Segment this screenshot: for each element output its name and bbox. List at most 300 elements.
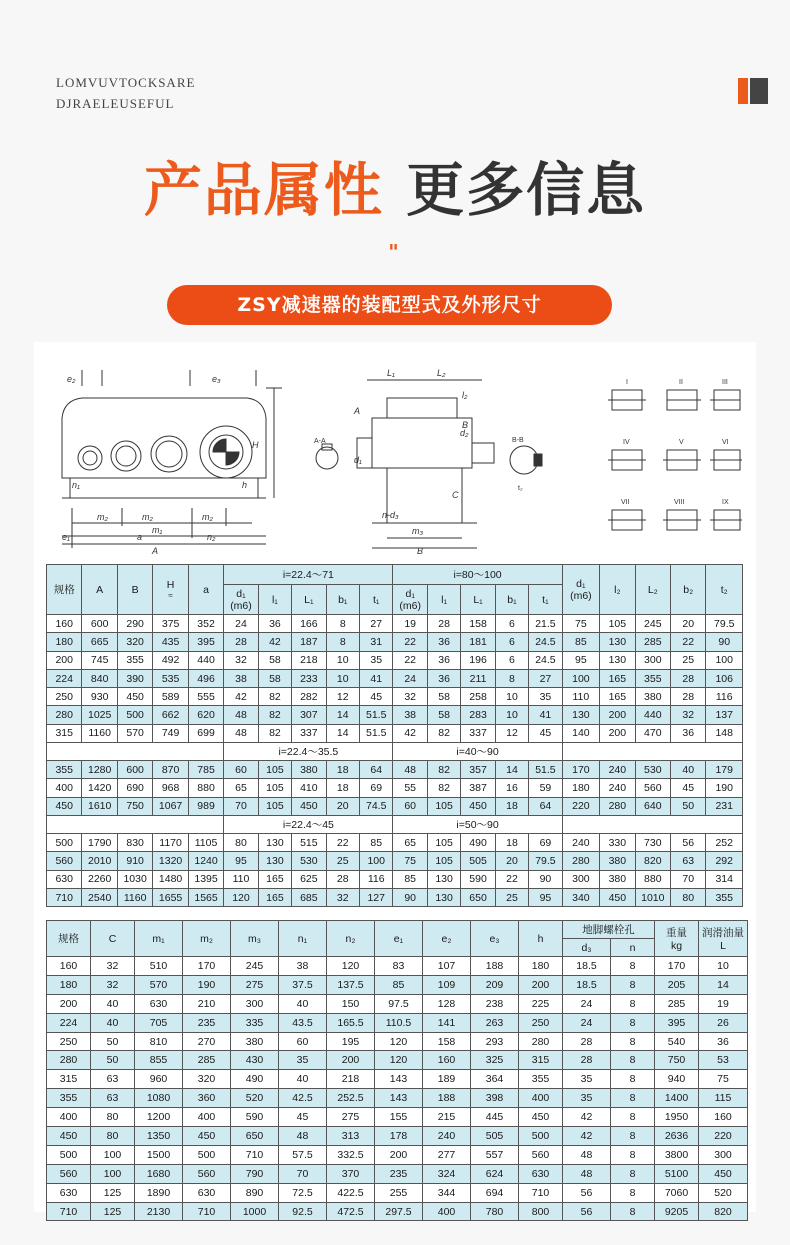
table-cell: 170 [183, 957, 231, 976]
table-cell: 590 [231, 1108, 279, 1127]
table-cell: 699 [188, 724, 223, 742]
table-cell: 450 [47, 1127, 91, 1146]
table-cell: 8 [611, 994, 655, 1013]
table-cell: 665 [82, 633, 117, 651]
table-cell: 107 [423, 957, 471, 976]
table-cell: 5100 [655, 1164, 699, 1183]
table-cell: 330 [600, 833, 635, 851]
table-cell: 187 [292, 633, 326, 651]
table-cell: 31 [359, 633, 392, 651]
table-cell: 8 [611, 1070, 655, 1089]
table-cell: 200 [600, 724, 635, 742]
table-cell: 780 [471, 1202, 519, 1221]
table-cell: 106 [706, 669, 743, 687]
table-cell: 624 [471, 1164, 519, 1183]
table-cell: 500 [117, 706, 152, 724]
table-cell: 28 [563, 1051, 611, 1070]
table-cell: 662 [153, 706, 188, 724]
table-row [47, 706, 743, 724]
table-cell: 32 [91, 957, 135, 976]
table-cell: 48 [563, 1145, 611, 1164]
table-cell: 307 [292, 706, 326, 724]
table-cell: 8 [611, 975, 655, 994]
table-cell: 500 [47, 1145, 91, 1164]
table-cell: 520 [699, 1183, 748, 1202]
table-cell: 140 [562, 724, 599, 742]
table-cell: 355 [117, 651, 152, 669]
table-cell: 8 [611, 1127, 655, 1146]
table-cell: 600 [117, 761, 152, 779]
table-cell: 315 [47, 1070, 91, 1089]
table-cell: 1565 [188, 888, 223, 906]
table-cell: 750 [655, 1051, 699, 1070]
table-cell: 14 [495, 761, 528, 779]
table-cell: 540 [655, 1032, 699, 1051]
th2-m1: m₁ [135, 921, 183, 957]
label-B-letter: B [462, 420, 469, 430]
table-cell: 143 [375, 1089, 423, 1108]
table-cell: 36 [671, 724, 706, 742]
table-cell: 200 [47, 994, 91, 1013]
table-cell: 95 [562, 651, 599, 669]
table-cell: 258 [461, 688, 495, 706]
table-cell: 400 [47, 1108, 91, 1127]
table-cell: 56 [563, 1183, 611, 1202]
table-cell: 38 [393, 706, 427, 724]
table-cell: 20 [326, 797, 359, 815]
table-cell: 8 [495, 669, 528, 687]
table-cell: 800 [519, 1202, 563, 1221]
table-cell: 45 [671, 779, 706, 797]
table-cell: 143 [375, 1070, 423, 1089]
table-cell: 280 [562, 852, 599, 870]
table-cell: 960 [135, 1070, 183, 1089]
table-cell: 450 [600, 888, 635, 906]
table-cell: 364 [471, 1070, 519, 1089]
table-cell: 130 [600, 633, 635, 651]
table-cell: 500 [183, 1145, 231, 1164]
table-cell: 6 [495, 651, 528, 669]
table-cell: 2636 [655, 1127, 699, 1146]
ratio-range-left: i=22.4～45 [224, 815, 393, 833]
table-cell: 640 [635, 797, 670, 815]
table-cell: 63 [91, 1070, 135, 1089]
table-cell: 690 [117, 779, 152, 797]
table-cell: 650 [231, 1127, 279, 1146]
th-L1-b: L₁ [461, 585, 495, 615]
table-cell: 53 [699, 1051, 748, 1070]
table-cell: 120 [224, 888, 258, 906]
table-cell: 292 [706, 852, 743, 870]
table-cell: 48 [279, 1127, 327, 1146]
table-cell: 58 [258, 669, 291, 687]
table-cell: 8 [611, 1051, 655, 1070]
table-cell: 19 [393, 615, 427, 633]
table-cell: 200 [519, 975, 563, 994]
table-cell: 27 [359, 615, 392, 633]
table-cell: 24.5 [529, 651, 562, 669]
table-cell: 710 [183, 1202, 231, 1221]
table-cell: 1950 [655, 1108, 699, 1127]
svg-text:VII: VII [621, 499, 630, 506]
table-cell: 650 [461, 888, 495, 906]
table-cell: 730 [635, 833, 670, 851]
th-L2: L₂ [635, 565, 670, 615]
table-cell: 8 [326, 633, 359, 651]
table-cell: 380 [600, 870, 635, 888]
table-row [47, 833, 743, 851]
table-cell: 160 [47, 957, 91, 976]
label-nd3: n-d₃ [382, 510, 399, 520]
table-cell: 313 [327, 1127, 375, 1146]
table-cell: 280 [47, 1051, 91, 1070]
table-cell: 930 [82, 688, 117, 706]
th2-n1: n₁ [279, 921, 327, 957]
table-cell: 85 [562, 633, 599, 651]
table-row [47, 1013, 748, 1032]
table-cell: 290 [117, 615, 152, 633]
table-cell: 25 [495, 888, 528, 906]
table-cell: 840 [82, 669, 117, 687]
th-t1-b: t₁ [529, 585, 562, 615]
th2-bolt: 地脚螺栓孔 [563, 921, 655, 939]
table-cell: 910 [117, 852, 152, 870]
table-cell: 83 [375, 957, 423, 976]
table-cell: 300 [635, 651, 670, 669]
label-L2: L₂ [437, 368, 446, 378]
table-cell: 85 [375, 975, 423, 994]
table-cell: 24 [224, 615, 258, 633]
table-cell: 130 [427, 888, 460, 906]
table-cell: 555 [188, 688, 223, 706]
table-cell: 989 [188, 797, 223, 815]
table-cell: 42 [563, 1108, 611, 1127]
table-cell: 705 [135, 1013, 183, 1032]
table-cell: 210 [183, 994, 231, 1013]
table-cell: 120 [327, 957, 375, 976]
table-cell: 749 [153, 724, 188, 742]
table-cell: 231 [706, 797, 743, 815]
table-cell: 48 [224, 706, 258, 724]
table-cell: 530 [292, 852, 326, 870]
table-cell: 8 [611, 1164, 655, 1183]
table-cell: 12 [326, 688, 359, 706]
table-cell: 235 [375, 1164, 423, 1183]
table-cell: 745 [82, 651, 117, 669]
table-cell: 300 [699, 1145, 748, 1164]
table-cell: 450 [117, 688, 152, 706]
table-cell: 285 [183, 1051, 231, 1070]
table-cell: 315 [519, 1051, 563, 1070]
table-cell: 218 [292, 651, 326, 669]
ratio-range-right: i=40～90 [393, 743, 562, 761]
table-cell: 830 [117, 833, 152, 851]
table-cell: 90 [393, 888, 427, 906]
table-cell: 3800 [655, 1145, 699, 1164]
label-e2: e₂ [67, 374, 76, 384]
table-cell: 395 [655, 1013, 699, 1032]
table-cell: 40 [91, 1013, 135, 1032]
table-cell: 285 [635, 633, 670, 651]
table-cell: 14 [699, 975, 748, 994]
label-d1: d₁ [354, 455, 362, 465]
technical-drawings [42, 358, 742, 558]
table-cell: 100 [562, 669, 599, 687]
table-row [47, 1164, 748, 1183]
svg-text:IX: IX [722, 499, 729, 506]
table-row [47, 1183, 748, 1202]
table-cell: 1025 [82, 706, 117, 724]
table-cell: 320 [183, 1070, 231, 1089]
table-cell: 510 [135, 957, 183, 976]
table-cell: 10 [326, 651, 359, 669]
th-l1-a: l₁ [258, 585, 291, 615]
th2-weight: 重量 kg [655, 921, 699, 957]
table-cell: 148 [706, 724, 743, 742]
label-A: A [152, 546, 159, 556]
label-B: B [417, 546, 424, 556]
table-cell: 32 [393, 688, 427, 706]
table-cell: 79.5 [706, 615, 743, 633]
table-cell: 137.5 [327, 975, 375, 994]
table-cell: 70 [224, 797, 258, 815]
table-cell: 165 [600, 669, 635, 687]
table-cell: 48 [563, 1164, 611, 1183]
table-cell: 270 [183, 1032, 231, 1051]
table-cell: 28 [563, 1032, 611, 1051]
table-cell: 92.5 [279, 1202, 327, 1221]
table-cell: 180 [47, 975, 91, 994]
svg-text:A-A: A-A [314, 438, 326, 445]
table-row [47, 957, 748, 976]
table-cell: 968 [153, 779, 188, 797]
table-cell: 283 [461, 706, 495, 724]
label-C: C [452, 490, 459, 500]
table-cell: 8 [611, 1108, 655, 1127]
table-cell: 130 [258, 833, 291, 851]
th-d1m6-a: d₁ (m6) [224, 585, 258, 615]
label-H: H [252, 440, 259, 450]
table-cell: 400 [47, 779, 82, 797]
th2-oil: 润滑油量 L [699, 921, 748, 957]
table-cell: 32 [91, 975, 135, 994]
table-row [47, 651, 743, 669]
table-cell: 1240 [188, 852, 223, 870]
label-d2: d₂ [460, 428, 469, 438]
table-cell: 505 [471, 1127, 519, 1146]
table-cell: 137 [706, 706, 743, 724]
table-cell: 22 [495, 870, 528, 888]
table-cell: 630 [47, 1183, 91, 1202]
table-cell: 422.5 [327, 1183, 375, 1202]
table-cell: 36 [427, 669, 460, 687]
brand-line-2: DJRAELEUSEFUL [56, 96, 175, 111]
table-cell: 1480 [153, 870, 188, 888]
table-cell: 160 [699, 1108, 748, 1127]
table-cell: 69 [529, 833, 562, 851]
table-cell: 1000 [231, 1202, 279, 1221]
table-cell: 1105 [188, 833, 223, 851]
table-cell: 18 [326, 761, 359, 779]
table-cell: 1010 [635, 888, 670, 906]
table-cell: 36 [427, 651, 460, 669]
table-cell: 18 [326, 779, 359, 797]
table-cell: 570 [117, 724, 152, 742]
table-cell: 490 [461, 833, 495, 851]
table-cell: 65 [224, 779, 258, 797]
table-cell: 97.5 [375, 994, 423, 1013]
table-cell: 63 [671, 852, 706, 870]
table-cell: 410 [292, 779, 326, 797]
table-cell: 277 [423, 1145, 471, 1164]
table-cell: 450 [461, 797, 495, 815]
th2-m2: m₂ [183, 921, 231, 957]
table-cell: 24 [563, 1013, 611, 1032]
table-cell: 1160 [82, 724, 117, 742]
table-cell: 127 [359, 888, 392, 906]
table-cell: 560 [47, 1164, 91, 1183]
table-cell: 79.5 [529, 852, 562, 870]
table-cell: 400 [423, 1202, 471, 1221]
table-cell: 35 [563, 1070, 611, 1089]
table-cell: 105 [600, 615, 635, 633]
table-cell: 435 [153, 633, 188, 651]
table-cell: 26 [699, 1013, 748, 1032]
table-cell: 28 [671, 688, 706, 706]
table-cell: 332.5 [327, 1145, 375, 1164]
table-cell: 59 [529, 779, 562, 797]
table-cell: 64 [359, 761, 392, 779]
table-row [47, 1127, 748, 1146]
table-cell: 200 [47, 651, 82, 669]
table-cell: 180 [562, 779, 599, 797]
table-cell: 220 [699, 1127, 748, 1146]
table-cell: 100 [91, 1164, 135, 1183]
table-cell: 18 [495, 833, 528, 851]
quote-mark: " [388, 240, 402, 264]
table-cell: 190 [183, 975, 231, 994]
table-cell: 21.5 [529, 615, 562, 633]
table-cell: 22 [326, 833, 359, 851]
table-cell: 179 [706, 761, 743, 779]
table-cell: 116 [706, 688, 743, 706]
ratio-group-row [47, 743, 743, 761]
table-cell: 355 [47, 1089, 91, 1108]
table-cell: 100 [359, 852, 392, 870]
table-cell: 880 [188, 779, 223, 797]
table-cell: 36 [427, 633, 460, 651]
table-cell: 10 [326, 669, 359, 687]
table-cell: 520 [231, 1089, 279, 1108]
table-cell: 224 [47, 669, 82, 687]
table-cell: 560 [183, 1164, 231, 1183]
table-cell: 1350 [135, 1127, 183, 1146]
table-cell: 224 [47, 1013, 91, 1032]
table-cell: 225 [519, 994, 563, 1013]
table-cell: 380 [635, 688, 670, 706]
table-cell: 82 [258, 724, 291, 742]
table-cell: 80 [224, 833, 258, 851]
table-row [47, 994, 748, 1013]
th2-e2: e₂ [423, 921, 471, 957]
table-cell: 6 [495, 615, 528, 633]
table-cell: 64 [529, 797, 562, 815]
table-cell: 22 [671, 633, 706, 651]
label-A-letter: A [354, 406, 361, 416]
table-cell: 80 [671, 888, 706, 906]
table-cell: 940 [655, 1070, 699, 1089]
th-H: H ≈ [153, 565, 188, 615]
table-cell: 625 [292, 870, 326, 888]
table-cell: 20 [671, 615, 706, 633]
table-cell: 60 [393, 797, 427, 815]
table-cell: 630 [519, 1164, 563, 1183]
table-cell: 320 [117, 633, 152, 651]
table-cell: 880 [635, 870, 670, 888]
ratio-range-right: i=50～90 [393, 815, 562, 833]
table-cell: 82 [258, 688, 291, 706]
table-cell: 200 [600, 706, 635, 724]
svg-text:V: V [679, 439, 684, 446]
table-cell: 188 [471, 957, 519, 976]
table-cell: 335 [231, 1013, 279, 1032]
table-cell: 282 [292, 688, 326, 706]
table-cell: 275 [231, 975, 279, 994]
label-m2: m₂ [142, 512, 153, 522]
label-L1: L₁ [387, 368, 395, 378]
table-cell: 165 [600, 688, 635, 706]
table-cell: 870 [153, 761, 188, 779]
table-cell: 6 [495, 633, 528, 651]
table-cell: 400 [183, 1108, 231, 1127]
table-row [47, 633, 743, 651]
table-cell: 1170 [153, 833, 188, 851]
svg-text:VIII: VIII [674, 499, 685, 506]
table-row [47, 870, 743, 888]
table-cell: 344 [423, 1183, 471, 1202]
table-cell: 72.5 [279, 1183, 327, 1202]
table-cell: 710 [519, 1183, 563, 1202]
table-cell: 450 [47, 797, 82, 815]
table-cell: 215 [423, 1108, 471, 1127]
table-cell: 470 [635, 724, 670, 742]
table-cell: 337 [461, 724, 495, 742]
th-d1-output: d₁ (m6) [562, 565, 599, 615]
table-cell: 398 [471, 1089, 519, 1108]
table-cell: 255 [375, 1183, 423, 1202]
th2-d3: d₃ [563, 939, 611, 957]
table-cell: 58 [427, 706, 460, 724]
table-cell: 472.5 [327, 1202, 375, 1221]
table-cell: 710 [231, 1145, 279, 1164]
table-cell: 2130 [135, 1202, 183, 1221]
table-cell: 8 [611, 1145, 655, 1164]
table-cell: 1790 [82, 833, 117, 851]
table-cell: 1395 [188, 870, 223, 888]
table-row [47, 1051, 748, 1070]
table-cell: 55 [393, 779, 427, 797]
table-cell: 1280 [82, 761, 117, 779]
th2-h: h [519, 921, 563, 957]
table-cell: 240 [423, 1127, 471, 1146]
table-cell: 90 [706, 633, 743, 651]
table-cell: 35 [529, 688, 562, 706]
table-cell: 80 [91, 1127, 135, 1146]
table-cell: 74.5 [359, 797, 392, 815]
table-cell: 48 [393, 761, 427, 779]
table-cell: 710 [47, 1202, 91, 1221]
table-cell: 252.5 [327, 1089, 375, 1108]
